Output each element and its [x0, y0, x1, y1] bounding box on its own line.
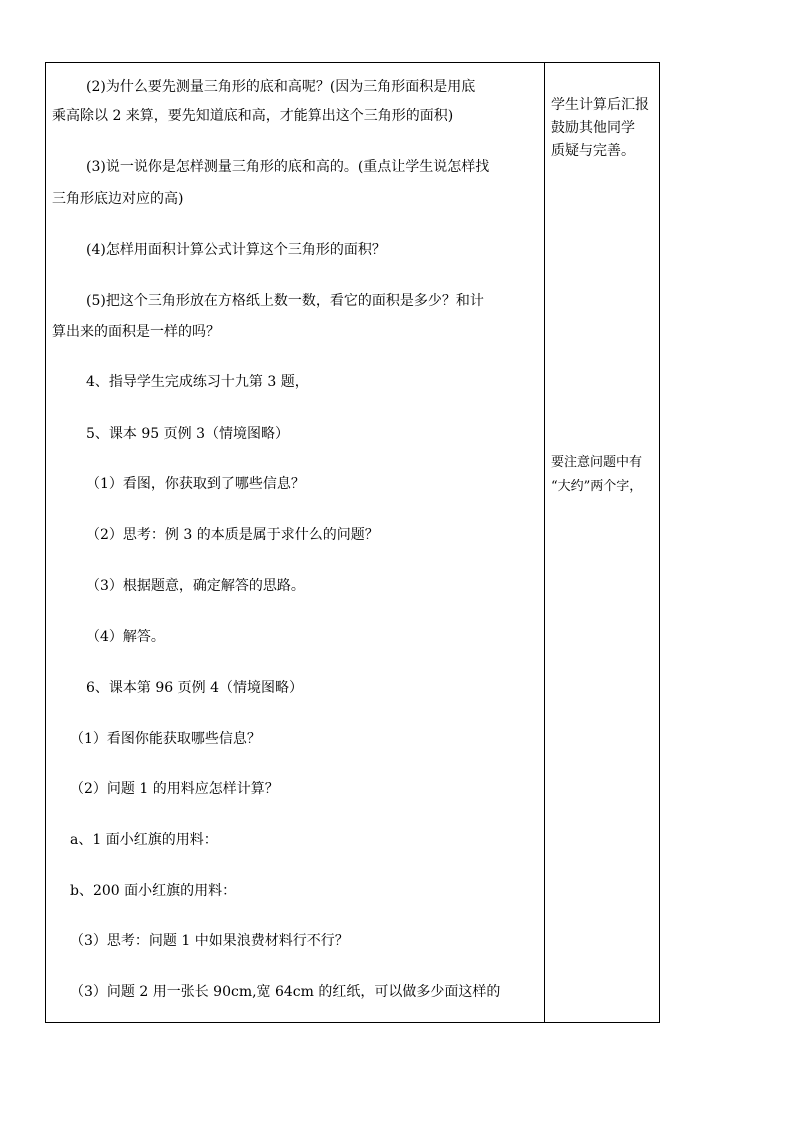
main-line: a、1 面小红旗的用料： — [70, 832, 218, 848]
main-line: 算出来的面积是一样的吗？ — [52, 324, 220, 340]
column-divider — [544, 62, 545, 1023]
side-note-line: 学生计算后汇报 — [551, 97, 649, 113]
side-note-line: 质疑与完善。 — [551, 143, 635, 159]
main-line: （1）看图，你获取到了哪些信息？ — [86, 476, 305, 492]
main-line: 6、课本第 96 页例 4（情境图略） — [86, 680, 303, 696]
main-line: 三角形底边对应的高) — [52, 191, 184, 207]
side-note-line: “大约”两个字， — [551, 479, 643, 494]
main-line: 5、课本 95 页例 3（情境图略） — [86, 426, 289, 442]
main-line: (3)说一说你是怎样测量三角形的底和高的。(重点让学生说怎样找 — [86, 159, 490, 175]
main-line: 乘高除以 2 来算，要先知道底和高，才能算出这个三角形的面积) — [52, 108, 454, 124]
main-line: (2)为什么要先测量三角形的底和高呢？(因为三角形面积是用底 — [86, 79, 476, 95]
main-line: （3）思考：问题 1 中如果浪费材料行不行？ — [70, 933, 349, 949]
main-line: (5)把这个三角形放在方格纸上数一数，看它的面积是多少？和计 — [86, 293, 484, 309]
main-line: 4、指导学生完成练习十九第 3 题， — [86, 374, 309, 390]
main-line: (4)怎样用面积计算公式计算这个三角形的面积？ — [86, 242, 386, 258]
side-note-line: 要注意问题中有 — [551, 455, 643, 470]
main-line: （4）解答。 — [86, 629, 165, 645]
main-line: （1）看图你能获取哪些信息？ — [70, 731, 261, 747]
side-note-line: 鼓励其他同学 — [551, 120, 635, 136]
main-line: （2）问题 1 的用料应怎样计算？ — [70, 781, 279, 797]
main-line: b、200 面小红旗的用料： — [70, 883, 237, 899]
main-line: （3）根据题意，确定解答的思路。 — [86, 578, 305, 594]
main-line: （2）思考：例 3 的本质是属于求什么的问题？ — [86, 527, 379, 543]
main-line: （3）问题 2 用一张长 90cm,宽 64cm 的红纸，可以做多少面这样的 — [70, 984, 501, 1000]
